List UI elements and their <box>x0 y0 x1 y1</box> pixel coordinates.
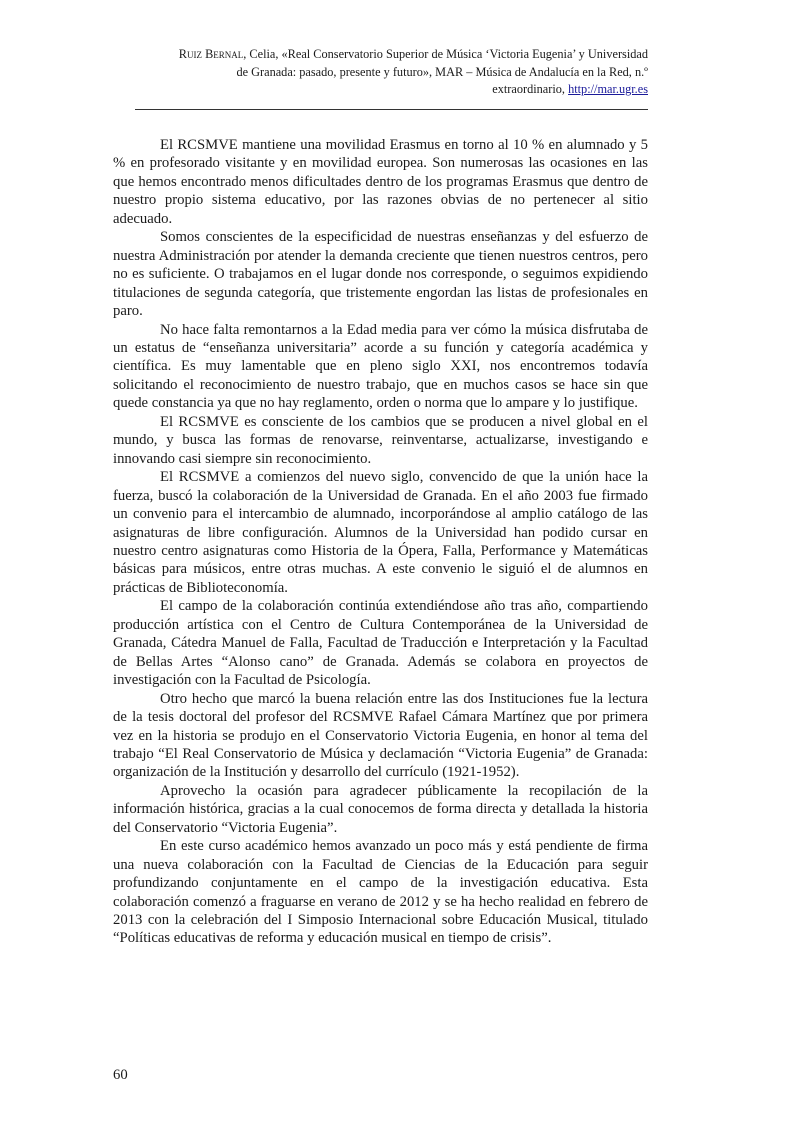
running-header <box>135 46 648 99</box>
paragraph: El RCSMVE a comienzos del nuevo siglo, convencido de que la unión hace la fuerza, buscó la colaboración de la Universidad de Granada. En el año 2003 fue firmado un convenio para el intercambio de alumnado, incorporándose al amplio catálogo de las asignaturas de libre configuración. Alumnos de la Universidad han podido cursar en nuestro centro asignaturas como Historia de la Ópera, Falla, Performance y Matemáticas básicas para músicos, entre otras muchas. A este convenio le siguió el de alumnos en prácticas de Biblioteconomía. <box>113 469 648 596</box>
paragraph: Otro hecho que marcó la buena relación entre las dos Instituciones fue la lectura de la tesis doctoral del profesor del RCSMVE Rafael Cámara Martínez que por primera vez en la historia se produjo en el Conservatorio Victoria Eugenia, en honor al tema del trabajo “El Real Conservatorio de Música y declamación “Victoria Eugenia” de Granada: organización de la Institución y desarrollo del currículo (1921-1952). <box>113 690 648 781</box>
paragraph: El RCSMVE mantiene una movilidad Erasmus en torno al 10 % en alumnado y 5 % en profesorado visitante y en movilidad europea. Son numerosas las ocasiones en las que hemos encontrado menos dificultades dentro de los programas Erasmus que dentro de nuestro propio sistema educativo, por las razones obvias de no pertenecer al sitio adecuado. <box>113 137 648 227</box>
page-number: 60 <box>113 1067 128 1083</box>
header-line-2: de Granada: pasado, presente y futuro», MAR – Música de Andalucía en la Red, n.º <box>236 64 648 79</box>
journal-url-link[interactable]: http://mar.ugr.es <box>568 82 648 96</box>
header-citation-part-1: , Celia, «Real Conservatorio Superior de Música ‘Victoria Eugenia’ y Universidad <box>243 47 648 61</box>
paragraph: El campo de la colaboración continúa extendiéndose año tras año, compartiendo producción artística con el Centro de Cultura Contemporánea de la Universidad de Granada, Cátedra Manuel de Falla, Facultad de Traducción e Interpretación y la Facultad de Bellas Artes “Alonso cano” de Granada. Además se colabora en proyectos de investigación con la Facultad de Psicología. <box>113 598 648 689</box>
paragraph: Somos conscientes de la especificidad de nuestras enseñanzas y del esfuerzo de nuestra Administración por atender la demanda creciente que tienen nuestros centros, pero no es suficiente. O trabajamos en el lugar donde nos corresponde, o seguimos expidiendo titulaciones de segunda categoría, que tristemente engordan las listas de profesionales en paro. <box>113 229 648 320</box>
paragraph: En este curso académico hemos avanzado un poco más y está pendiente de firma una nueva colaboración con la Facultad de Ciencias de la Educación para seguir profundizando conjuntamente en el campo de la investigación educativa. Esta colaboración comenzó a fraguarse en verano de 2012 y se ha hecho realidad en febrero de 2013 con la celebración del I Simposio Internacional sobre Educación Musical, titulado “Políticas educativas de reforma y educación musical en tiempo de crisis”. <box>113 838 648 947</box>
header-divider <box>135 109 648 110</box>
header-line-3 <box>135 81 648 99</box>
paragraph: Aprovecho la ocasión para agradecer públicamente la recopilación de la información histórica, gracias a la cual conocemos de forma directa y detallada la historia del Conservatorio “Victoria Eugenia”. <box>113 782 648 836</box>
header-line-1 <box>135 46 648 64</box>
header-author: Ruiz Bernal <box>178 47 244 61</box>
paragraph: No hace falta remontarnos a la Edad media para ver cómo la música disfrutaba de un estatus de “enseñanza universitaria” acorde a su función y categoría académica y científica. Es muy lamentable que en pleno siglo XXI, nos encontremos todavía solicitando el reconocimiento de nuestro trabajo, que en muchos casos se hace sin que quede constancia ya que no hay reglamento, orden o norma que lo ampare y lo justifique. <box>113 321 648 412</box>
header-citation-part-3: extraordinario, <box>492 82 569 96</box>
paragraph: El RCSMVE es consciente de los cambios que se producen a nivel global en el mundo, y busca las formas de renovarse, reinventarse, actualizarse, investigando e innovando casi siempre sin reconocimiento. <box>113 413 648 467</box>
body-text <box>113 136 648 948</box>
